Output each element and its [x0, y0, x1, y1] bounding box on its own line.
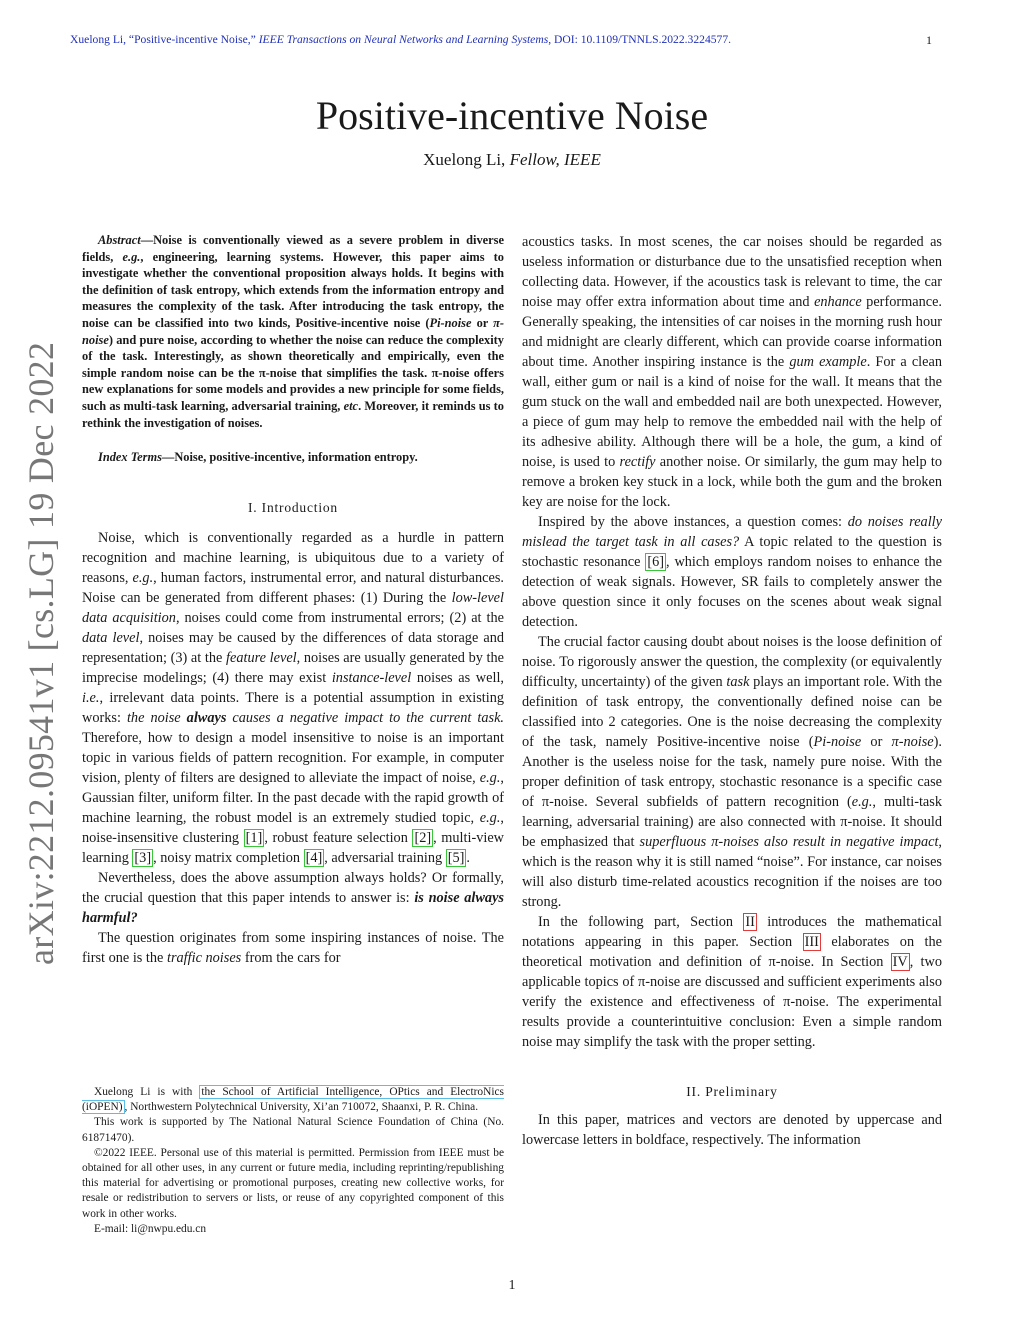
header-doi[interactable]: , DOI: 10.1109/TNNLS.2022.3224577.	[548, 33, 732, 46]
index-terms-label: Index Terms	[98, 450, 162, 465]
header-journal: IEEE Transactions on Neural Networks and Learning Systems	[258, 33, 549, 46]
section-heading-prelim: II. Preliminary	[686, 1084, 778, 1099]
abstract-etc: etc	[343, 398, 359, 413]
paragraph: The question originates from some inspiring instances of noise. The first one is the traffic noises from the cars for	[82, 929, 504, 966]
footnote-email: E-mail: li@nwpu.edu.cn	[94, 1222, 207, 1235]
citation-link[interactable]: [5]	[447, 849, 465, 866]
paper-title: Positive-incentive Noise	[315, 93, 709, 138]
paragraph: acoustics tasks. In most scenes, the car noises should be regarded as useless information or disturbance due to the unsatisfied reception when collecting data. However, if the acoustics task is relevant to time, the car noise may offer extra information about time and enhance performance. Generally speaking, the intensities of car noises in the morning rush hour and midnight are clearly different, which can provide coarse information about time. Another inspiring instance is the gum example. For a clean wall, either gum or nail is a kind of noise for the wall. It means that the gum stuck on the wall and embedded nail are both unexpected. However, a piece of gum may help to remove the embedded nail with the help of its adhesive ability. Although there will be a hole, the gum, a kind of noise, is used to rectify another noise. Or similarly, the gum may help to remove a broken key stuck in a lock, while both the gum and the broken key are noise for the lock.	[522, 234, 942, 510]
page-number: 1	[508, 1278, 516, 1293]
paragraph: Noise, which is conventionally regarded as a hurdle in pattern recognition and machine learning, is ubiquitous due to a variety of reasons, e.g., human factors, instrumental error, and natural disturbances. Noise can be generated from different phases: (1) During the low-level data acquisition, noises could come from instrumental errors; (2) at the data level, noises may be caused by the differences of data storage and representation; (3) at the feature level, noises are usually generated by the imprecise modelings; (4) there may exist instance-level noises as well, i.e., irrelevant data points. There is a potential assumption in existing works: the noise always causes a negative impact to the current task. Therefore, how to design a model insensitive to noise is an important topic in various fields of pattern recognition. For example, in computer vision, plenty of filters are designed to alleviate the impact of noise, e.g., Gaussian filter, uniform filter. In the past decade with the rapid growth of machine learning, the robust model is an extremely studied topic, e.g., noise-insensitive clustering [1] , robust feature selection [2] , multi-view learning [3] , noisy matrix completion [4] , adversarial training [5] .	[82, 529, 504, 866]
running-header	[70, 33, 950, 46]
paragraph: In this paper, matrices and vectors are denoted by uppercase and lowercase letters in boldface, respectively. The information	[522, 1112, 942, 1148]
citation-link[interactable]: [3]	[134, 849, 152, 866]
section-link[interactable]: IV	[892, 954, 908, 970]
abstract-eg: e.g.	[122, 249, 141, 264]
index-terms-text: —Noise, positive-incentive, information entropy.	[161, 450, 418, 465]
paragraph: Inspired by the above instances, a question comes: do noises really mislead the target task in all cases? A topic related to the question is stochastic resonance [6] , which employs random noises to enhance the detection of weak signals. However, SR fails to completely answer the above question since it only focuses on the scenes about weak signal detection.	[522, 514, 942, 630]
paragraph: In the following part, Section II introduces the mathematical notations appearing in this paper. Section III elaborates on the theoretical motivation and definition of π-noise. In Section IV , two applicable topics of π-noise are discussed and sufficient experiments also verify the existence and effectiveness of π-noise. The experimental results provide a counterintuitive conclusion: Even a simple random noise may simplify the task with the proper setting.	[522, 914, 943, 1050]
abstract-text: . Moreover, it reminds us to rethink the investigation of noises.	[82, 398, 504, 430]
paragraph: Nevertheless, does the above assumption always holds? Or formally, the crucial question that this paper intends to answer is: is noise always harmful?	[82, 869, 504, 926]
right-column	[522, 232, 942, 1150]
author-line	[0, 150, 1024, 170]
footnote-copyright: ©2022 IEEE. Personal use of this material is permitted. Permission from IEEE must be obtained for all other uses, in any current or future media, including reprinting/republishing this material for advertising or promotional purposes, creating new collective works, for resale or redistribution to servers or lists, or reuse of any copyrighted component of this work in other works.	[82, 1146, 504, 1220]
abstract-pi-noise: Pi-noise	[429, 315, 472, 330]
abstract-text: or	[471, 315, 494, 330]
citation-link[interactable]: [6]	[647, 554, 664, 570]
section-link[interactable]: III	[804, 934, 819, 950]
abstract-pi-noise2: π-noise	[82, 315, 505, 347]
abstract-text: ) and pure noise, according to whether the noise can reduce the complexity of the task. Interestingly, as shown theoretically and empirically, even the simple random noise can be the π-noise that simplifies the task. π-noise offers new explanations for some models and provides a new principle for some fields, such as multi-task learning, adversarial training,	[82, 332, 504, 413]
index-terms	[82, 449, 504, 466]
footnote-funding: This work is supported by The National Natural Science Foundation of China (No. 61871470).	[82, 1116, 504, 1144]
footnotes	[82, 1085, 504, 1237]
arxiv-stamp: arXiv:2212.09541v1 [cs.LG] 19 Dec 2022	[21, 341, 61, 965]
citation-link[interactable]: [1]	[245, 829, 263, 846]
header-page-number: 1	[926, 33, 932, 47]
section-link[interactable]: II	[745, 914, 755, 930]
abstract-label: Abstract	[98, 233, 141, 247]
abstract	[82, 232, 504, 431]
citation-link[interactable]: [2]	[414, 829, 432, 846]
footnote-affiliation: Xuelong Li is with the School of Artificial Intelligence, OPtics and ElectroNics (iOPEN) , Northwestern Polytechnical University, Xi’an 710072, Shaanxi, P. R. China.	[82, 1086, 504, 1114]
header-citation: Xuelong Li, “Positive-incentive Noise,”	[70, 33, 256, 46]
author-name: Xuelong Li,	[423, 150, 506, 169]
abstract-text: , engineering, learning systems. However, this paper aims to investigate whether the conventional proposition always holds. It begins with the definition of task entropy, which extends from the information entropy and measures the complexity of the task. After introducing the task entropy, the noise can be classified into two kinds, Positive-incentive noise (	[82, 249, 504, 330]
citation-link[interactable]: [4]	[305, 849, 323, 866]
affiliation-link[interactable]: the School of Artificial Intelligence, OPtics and ElectroNics (iOPEN)	[82, 1086, 504, 1114]
section-heading-intro: I. Introduction	[248, 499, 338, 515]
left-column	[82, 232, 504, 968]
paragraph: The crucial factor causing doubt about noises is the loose definition of noise. To rigorously answer the question, the complexity (or equivalently difficulty, uncertainty) of the given task plays an important role. With the definition of task entropy, the conventionally defined noise can be classified into 2 categories. One is the noise decreasing the complexity of the task, namely Positive-incentive noise (Pi-noise or π-noise). Another is the useless noise for the task, namely pure noise. With the proper definition of task entropy, stochastic resonance is a specific case of π-noise. Several subfields of pattern recognition (e.g., multi-task learning, adversarial training) are also connected with π-noise. It should be emphasized that superfluous π-noises also result in negative impact, which is the reason why it is still named “noise”. For instance, car noises will also disturb time-related acoustics recognition if the noises are too strong.	[522, 634, 943, 910]
author-role: Fellow, IEEE	[509, 150, 601, 169]
abstract-text: —Noise is conventionally viewed as a severe problem in diverse fields,	[82, 233, 504, 264]
